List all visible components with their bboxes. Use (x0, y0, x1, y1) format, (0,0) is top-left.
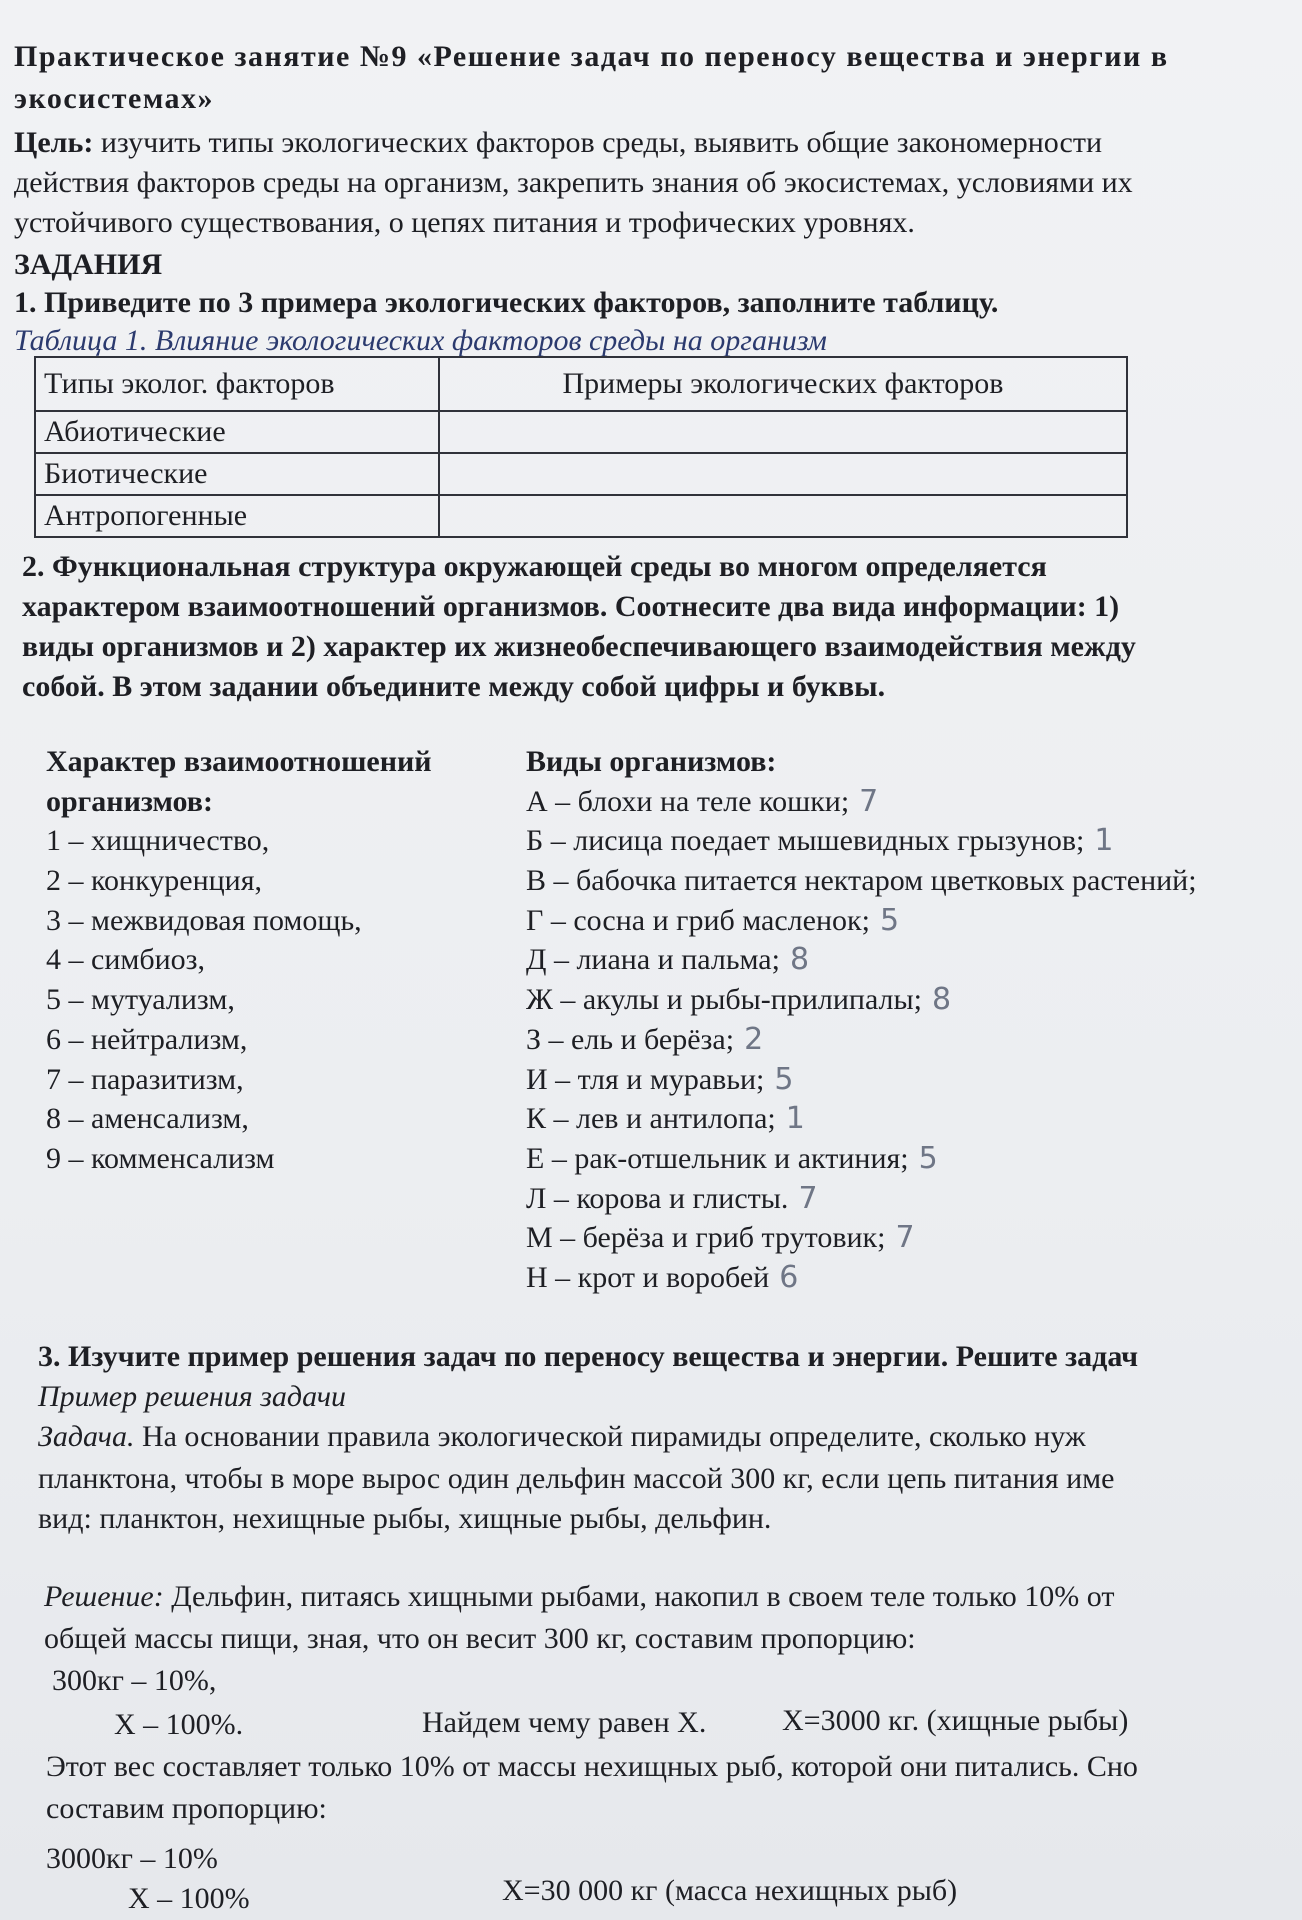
title-line-1: Практическое занятие №9 «Решение задач по переносу вещества и энергии в (14, 40, 1169, 73)
list-item (526, 901, 1207, 941)
organism-pair: З – ель и берёза; (526, 1022, 735, 1056)
organisms-heading: Виды организмов: (526, 745, 777, 778)
task-3-text: 3. Изучите пример решения задач по переносу вещества и энергии. Решите задач (38, 1340, 1139, 1373)
list-item (526, 1099, 1207, 1139)
organism-pair: И – тля и муравьи; (526, 1062, 765, 1096)
list-item (526, 1258, 1207, 1298)
table-row (35, 495, 1127, 537)
list-item (526, 1139, 1207, 1179)
list-item (526, 1218, 1207, 1258)
title-line-2: экосистемах» (14, 82, 215, 115)
organism-pair: К – лев и антилопа; (526, 1102, 776, 1136)
handwritten-answer: 8 (932, 982, 952, 1018)
problem-line-3: вид: планктон, нехищные рыбы, хищные рыбы, дельфин. (38, 1502, 772, 1535)
list-item (526, 940, 1207, 980)
handwritten-answer: 8 (789, 942, 810, 978)
relationship-heading-1: Характер взаимоотношений (46, 745, 432, 778)
table-row (35, 453, 1127, 495)
task-1-text: 1. Приведите по 3 примера экологических факторов, заполните таблицу. (14, 286, 999, 319)
list-item: 4 – симбиоз, (46, 943, 206, 977)
tasks-heading: ЗАДАНИЯ (14, 248, 163, 281)
organism-pair: М – берёза и гриб трутовик; (526, 1221, 886, 1255)
table-cell-examples[interactable] (439, 453, 1127, 495)
list-item: 7 – паразитизм, (46, 1062, 244, 1096)
goal-line-2: действия факторов среды на организм, закрепить знания об экосистемах, условиями их (14, 166, 1133, 199)
relationship-types-column (46, 742, 432, 1179)
solution-line-1 (44, 1578, 1115, 1616)
handwritten-answer: 1 (785, 1101, 805, 1137)
list-item: 3 – межвидовая помощь, (46, 903, 362, 937)
handwritten-answer: 6 (779, 1259, 799, 1295)
list-item (526, 1060, 1207, 1100)
list-item (526, 861, 1207, 901)
list-item (526, 980, 1207, 1020)
proportion-2-result: Х=30 000 кг (масса нехищных рыб) (502, 1874, 958, 1907)
proportion-2-line-2: Х – 100% (128, 1882, 250, 1915)
organism-pair: В – бабочка питается нектаром цветковых растений; (526, 864, 1197, 898)
goal-text-1: изучить типы экологических факторов среды, выявить общие закономерности (93, 126, 1103, 159)
handwritten-answer: 7 (895, 1220, 915, 1256)
list-item (526, 1179, 1207, 1219)
factors-table (34, 356, 1128, 538)
organism-pair: Е – рак-отшельник и актиния; (526, 1141, 909, 1175)
handwritten-answer: 5 (774, 1061, 794, 1097)
task-2-line-2: характером взаимоотношений организмов. Соотнесите два вида информации: 1) (22, 590, 1120, 623)
handwritten-answer: 1 (1094, 823, 1114, 859)
organisms-column (526, 742, 1207, 1298)
table-caption: Таблица 1. Влияние экологических факторов среды на организм (14, 324, 827, 357)
proportion-1-result: Х=3000 кг. (хищные рыбы) (782, 1704, 1129, 1737)
table-header-row (35, 357, 1127, 411)
organism-pair: Ж – акулы и рыбы-прилипалы; (526, 983, 923, 1017)
proportion-1-line-2: Х – 100%. (114, 1708, 244, 1741)
list-item: 1 – хищничество, (46, 824, 270, 858)
list-item: 2 – конкуренция, (46, 864, 263, 898)
list-item (526, 1020, 1207, 1060)
proportion-1-find: Найдем чему равен Х. (422, 1706, 707, 1739)
table-cell-type: Биотические (35, 453, 439, 495)
solution-line-2: общей массы пищи, зная, что он весит 300 кг, составим пропорцию: (44, 1622, 916, 1655)
solution-line-4: составим пропорцию: (46, 1792, 327, 1825)
task-2-line-1: 2. Функциональная структура окружающей среды во многом определяется (22, 550, 1047, 583)
handwritten-answer: 5 (879, 902, 900, 938)
organism-pair: Д – лиана и пальма; (526, 943, 780, 977)
relationship-heading-2: организмов: (46, 784, 213, 818)
problem-line-1 (38, 1418, 1086, 1456)
handwritten-answer: 7 (798, 1180, 818, 1216)
problem-line-2: планктона, чтобы в море вырос один дельфин массой 300 кг, если цепь питания име (38, 1462, 1115, 1495)
handwritten-answer: 5 (918, 1140, 938, 1176)
task-2-line-3: виды организмов и 2) характер их жизнеобеспечивающего взаимодействия между (22, 630, 1136, 663)
organism-pair: Г – сосна и гриб масленок; (526, 903, 870, 937)
solution-line-3: Этот вес составляет только 10% от массы нехищных рыб, которой они питались. Сно (46, 1750, 1138, 1783)
table-cell-examples[interactable] (439, 495, 1127, 537)
handwritten-answer: 2 (744, 1021, 764, 1057)
list-item: 6 – нейтрализм, (46, 1022, 248, 1056)
problem-text-1: На основании правила экологической пирамиды определите, сколько нуж (134, 1420, 1086, 1453)
table-row (35, 411, 1127, 453)
example-heading: Пример решения задачи (38, 1380, 347, 1413)
list-item: 5 – мутуализм, (46, 983, 235, 1017)
goal-line-1 (14, 124, 1102, 162)
list-item (526, 821, 1207, 861)
solution-text-1: Дельфин, питаясь хищными рыбами, накопил в своем теле только 10% от (163, 1580, 1115, 1613)
problem-label: Задача. (38, 1420, 135, 1453)
table-cell-type: Антропогенные (35, 495, 439, 537)
goal-line-3: устойчивого существования, о цепях питания и трофических уровнях. (14, 206, 915, 239)
table-header-examples: Примеры экологических факторов (439, 357, 1127, 411)
organism-pair: Л – корова и глисты. (526, 1181, 789, 1215)
organism-pair: А – блохи на теле кошки; (526, 784, 850, 818)
goal-label: Цель: (14, 126, 94, 159)
table-cell-examples[interactable] (439, 411, 1127, 453)
table-header-types: Типы эколог. факторов (35, 357, 439, 411)
organism-pair: Н – крот и воробей (526, 1260, 770, 1294)
proportion-1-line-1: 300кг – 10%, (52, 1664, 217, 1697)
list-item: 8 – аменсализм, (46, 1102, 249, 1136)
list-item: 9 – комменсализм (46, 1141, 275, 1175)
list-item (526, 782, 1207, 822)
organism-pair: Б – лисица поедает мышевидных грызунов; (526, 824, 1085, 858)
task-2-line-4: собой. В этом задании объедините между собой цифры и буквы. (22, 670, 886, 703)
proportion-2-line-1: 3000кг – 10% (46, 1842, 218, 1875)
solution-label: Решение: (44, 1580, 164, 1613)
table-cell-type: Абиотические (35, 411, 439, 453)
handwritten-answer: 7 (859, 783, 879, 819)
